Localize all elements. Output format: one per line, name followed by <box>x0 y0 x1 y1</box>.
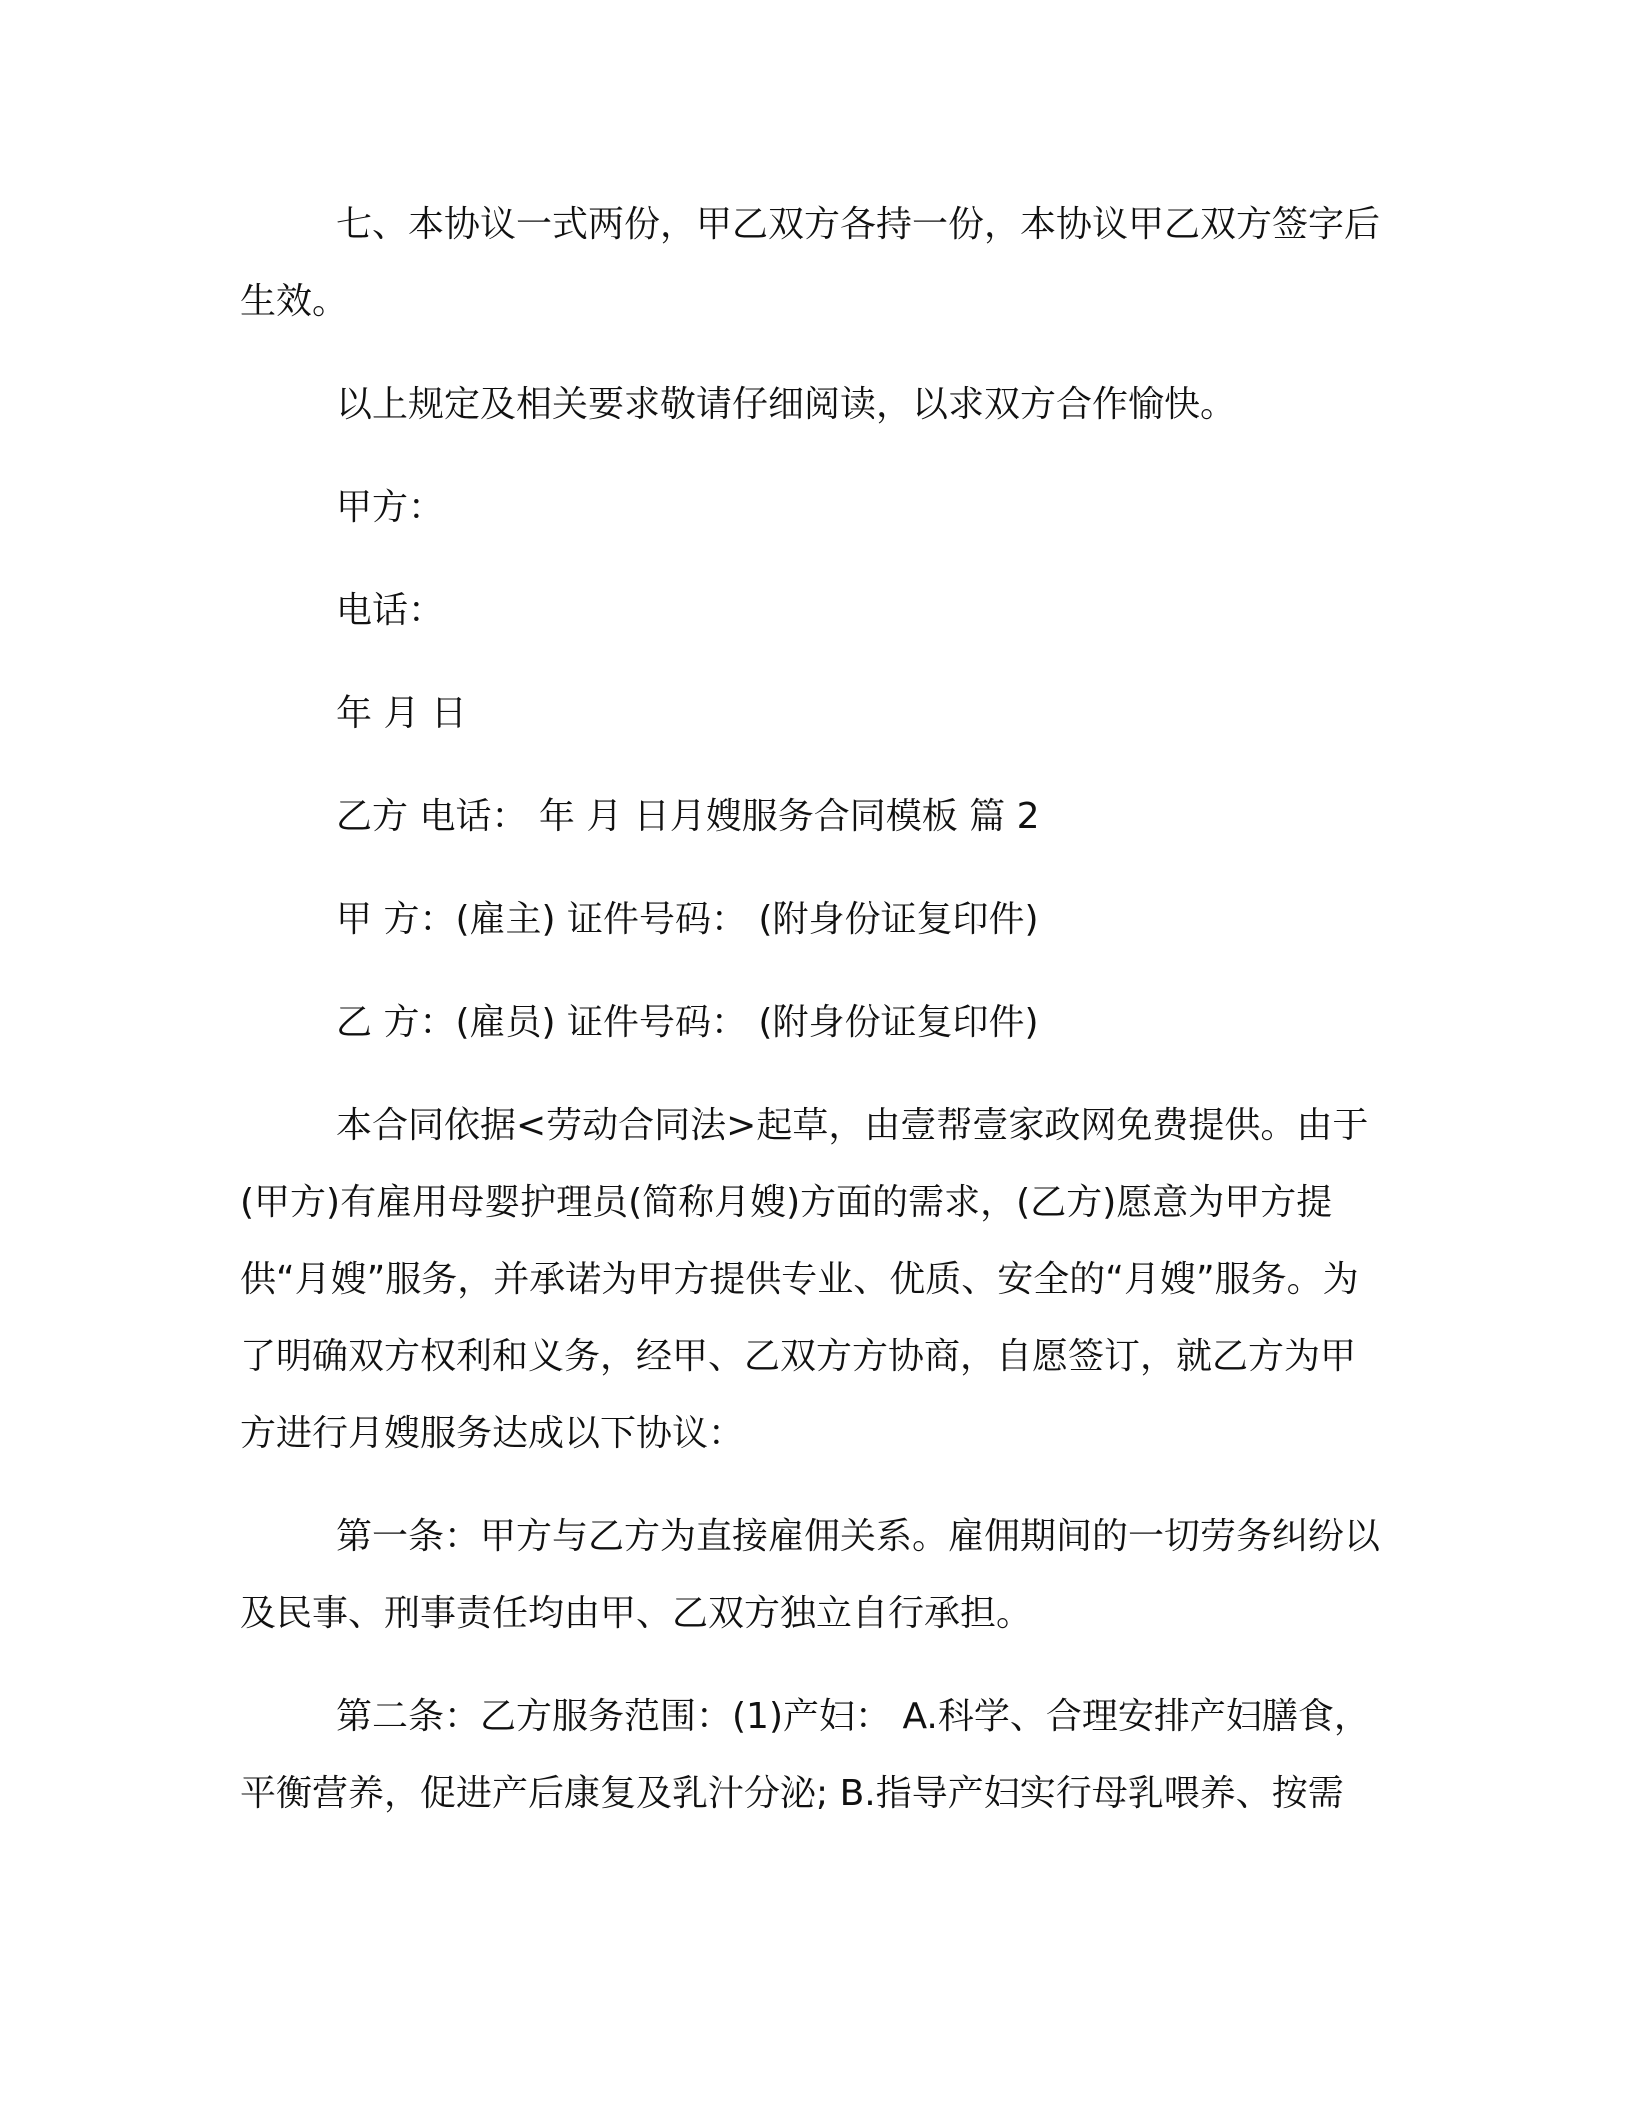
paragraph-party-b-and-title: 乙方 电话： 年 月 日月嫂服务合同模板 篇 2 <box>336 796 1040 837</box>
paragraph-phone-label: 电话： <box>336 590 445 631</box>
document-body <box>240 186 1380 1832</box>
paragraph-clause-seven: 七、本协议一式两份，甲乙双方各持一份，本协议甲乙双方签字后生效。 <box>240 204 1381 322</box>
paragraph-reading-notice: 以上规定及相关要求敬请仔细阅读，以求双方合作愉快。 <box>336 384 1237 425</box>
paragraph-article-one: 第一条：甲方与乙方为直接雇佣关系。雇佣期间的一切劳务纠纷以及民事、刑事责任均由甲、乙双方独立自行承担。 <box>240 1516 1381 1634</box>
paragraph-party-a-label: 甲方： <box>336 487 445 528</box>
paragraph-party-a-id: 甲 方：(雇主) 证件号码： (附身份证复印件) <box>336 899 1039 940</box>
paragraph-contract-preamble: 本合同依据<劳动合同法>起草，由壹帮壹家政网免费提供。由于(甲方)有雇用母婴护理员(简称月嫂)方面的需求，(乙方)愿意为甲方提供“月嫂”服务，并承诺为甲方提供专业、优质、安全的“月嫂”服务。为了明确双方权利和义务，经甲、乙双方方协商，自愿签订，就乙方为甲方进行月嫂服务达成以下协议： <box>240 1105 1369 1454</box>
paragraph-party-b-id: 乙 方：(雇员) 证件号码： (附身份证复印件) <box>336 1002 1039 1043</box>
paragraph-date-line: 年 月 日 <box>336 693 467 734</box>
paragraph-article-two: 第二条：乙方服务范围：(1)产妇： A.科学、合理安排产妇膳食，平衡营养，促进产后康复及乳汁分泌; B.指导产妇实行母乳喂养、按需 <box>240 1696 1370 1814</box>
